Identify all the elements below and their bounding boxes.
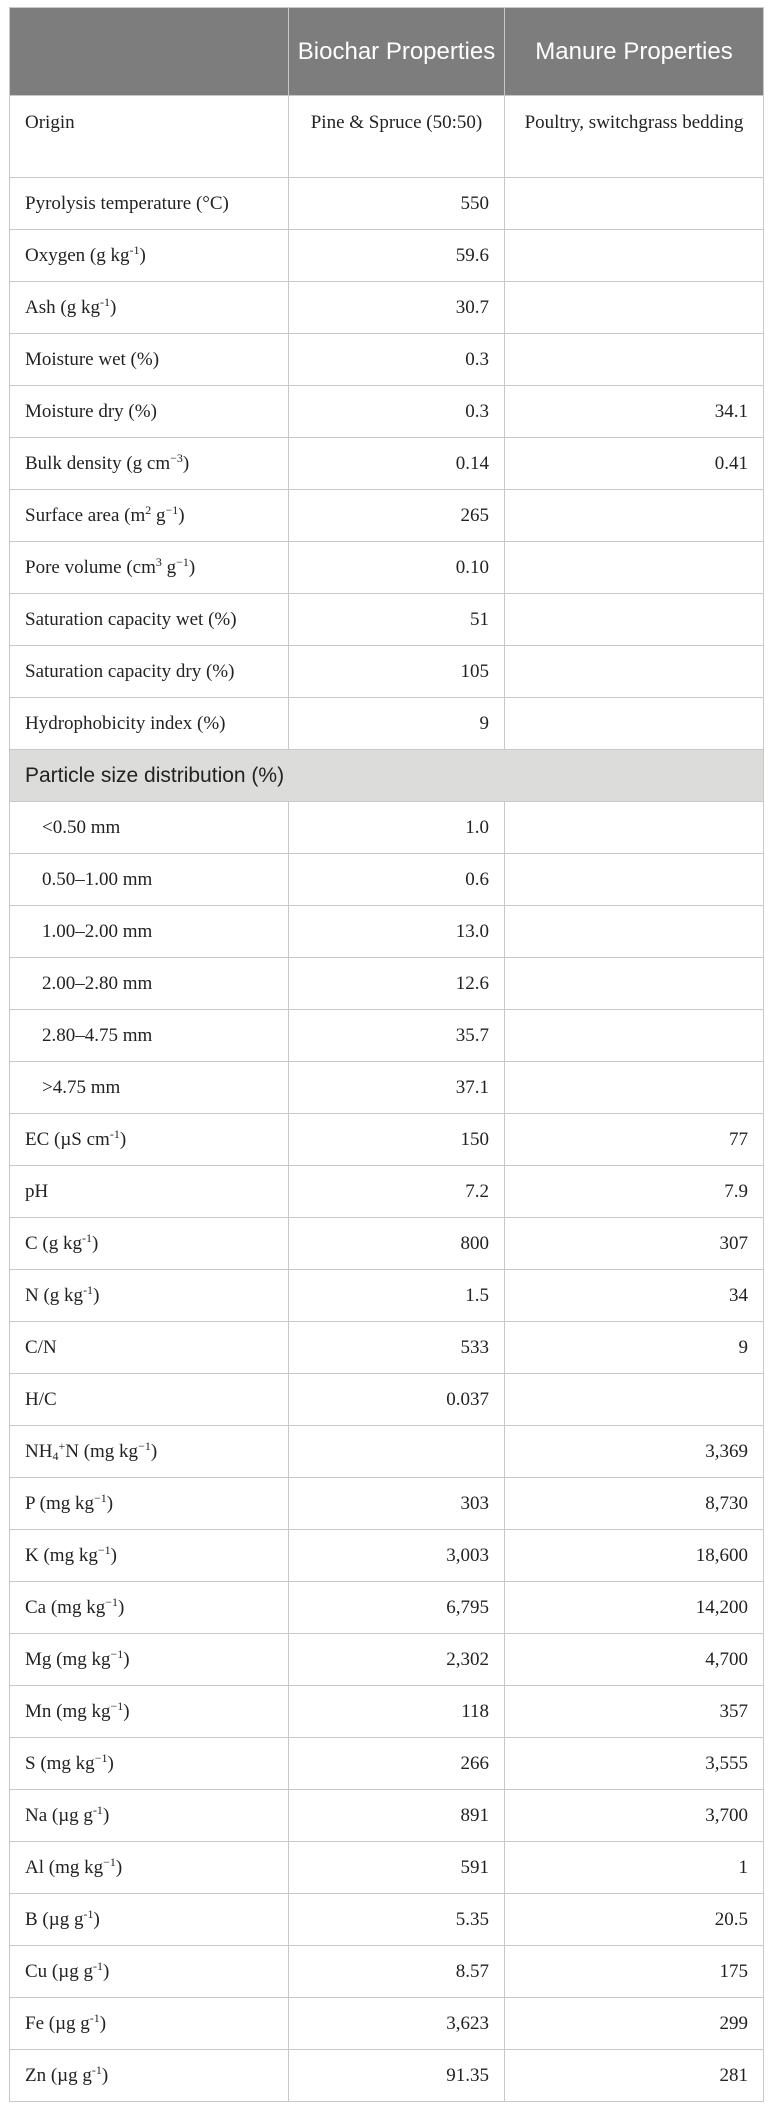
table-row (10, 1322, 764, 1374)
row-label: Ash (g $kg^{-1}$) (10, 282, 289, 334)
row-biochar: 59.6 (289, 230, 505, 282)
row-biochar: 30.7 (289, 282, 505, 334)
row-biochar: 0.037 (289, 1374, 505, 1426)
table-row (10, 1686, 764, 1738)
row-label: Mg (mg $kg^{-1}$) (10, 1634, 289, 1686)
table-row (10, 1842, 764, 1894)
table-row (10, 1166, 764, 1218)
table-row (10, 1582, 764, 1634)
row-label: Moisture dry (%) (10, 386, 289, 438)
row-manure (505, 958, 764, 1010)
row-biochar: 3,003 (289, 1530, 505, 1582)
row-biochar: 9 (289, 698, 505, 750)
table-row (10, 438, 764, 490)
row-manure: 3,369 (505, 1426, 764, 1478)
row-biochar: 550 (289, 178, 505, 230)
row-biochar: 105 (289, 646, 505, 698)
row-biochar: 0.3 (289, 334, 505, 386)
row-biochar: 118 (289, 1686, 505, 1738)
row-manure: 4,700 (505, 1634, 764, 1686)
row-label: Zn (µg $g^{-1}$) (10, 2050, 289, 2102)
row-label: Ca (mg $kg^{-1}$) (10, 1582, 289, 1634)
row-biochar: 891 (289, 1790, 505, 1842)
table-row (10, 906, 764, 958)
row-label: <0.50 mm (10, 802, 289, 854)
table-row (10, 594, 764, 646)
origin-label: Origin (10, 96, 289, 178)
row-label: B (µg $g^{-1}$) (10, 1894, 289, 1946)
origin-manure: Poultry, switchgrass bedding (505, 96, 764, 178)
header-biochar: Biochar Properties (289, 8, 505, 96)
row-manure (505, 490, 764, 542)
row-label: >4.75 mm (10, 1062, 289, 1114)
table-row (10, 1738, 764, 1790)
row-label: Surface area ($m^2$ $g^{-1}$) (10, 490, 289, 542)
row-label: C/N (10, 1322, 289, 1374)
origin-row (10, 96, 764, 178)
section-row (10, 750, 764, 802)
table-row (10, 1374, 764, 1426)
row-manure: 18,600 (505, 1530, 764, 1582)
row-biochar: 37.1 (289, 1062, 505, 1114)
row-label: N (g $kg^{-1}$) (10, 1270, 289, 1322)
row-label: Pore volume ($cm^3$ $g^{-1}$) (10, 542, 289, 594)
table-row (10, 178, 764, 230)
row-biochar: 800 (289, 1218, 505, 1270)
row-label: Mn (mg $kg^{-1}$) (10, 1686, 289, 1738)
row-manure: 0.41 (505, 438, 764, 490)
row-label: C (g $kg^{-1}$) (10, 1218, 289, 1270)
row-manure (505, 802, 764, 854)
row-manure (505, 542, 764, 594)
row-biochar: 12.6 (289, 958, 505, 1010)
table-row (10, 1634, 764, 1686)
row-label: Fe (µg $g^{-1}$) (10, 1998, 289, 2050)
table-row (10, 1426, 764, 1478)
table-row (10, 802, 764, 854)
row-label: Al (mg $kg^{-1}$) (10, 1842, 289, 1894)
row-manure (505, 230, 764, 282)
header-row (10, 8, 764, 96)
row-manure: 1 (505, 1842, 764, 1894)
row-biochar: 7.2 (289, 1166, 505, 1218)
row-manure: 3,700 (505, 1790, 764, 1842)
row-manure (505, 1374, 764, 1426)
row-biochar: 6,795 (289, 1582, 505, 1634)
table-row (10, 646, 764, 698)
row-manure (505, 698, 764, 750)
row-label: 1.00–2.00 mm (10, 906, 289, 958)
table-row (10, 490, 764, 542)
row-label: pH (10, 1166, 289, 1218)
row-label: Oxygen (g $kg^{-1}$) (10, 230, 289, 282)
row-biochar: 35.7 (289, 1010, 505, 1062)
properties-table (9, 7, 764, 2102)
row-biochar: 3,623 (289, 1998, 505, 2050)
row-label: Cu (µg $g^{-1}$) (10, 1946, 289, 1998)
origin-biochar: Pine & Spruce (50:50) (289, 96, 505, 178)
row-label: EC (µS $cm^{-1}$) (10, 1114, 289, 1166)
row-manure: 9 (505, 1322, 764, 1374)
table-row (10, 854, 764, 906)
row-biochar (289, 1426, 505, 1478)
row-label: 2.00–2.80 mm (10, 958, 289, 1010)
table-row (10, 1946, 764, 1998)
row-manure (505, 1010, 764, 1062)
row-manure: 77 (505, 1114, 764, 1166)
table-row (10, 1010, 764, 1062)
row-label: $NH_4^+N$ (mg $kg^{-1}$) (10, 1426, 289, 1478)
table-row (10, 1998, 764, 2050)
table-row (10, 282, 764, 334)
row-manure: 34.1 (505, 386, 764, 438)
row-biochar: 13.0 (289, 906, 505, 958)
table-row (10, 1114, 764, 1166)
row-biochar: 0.14 (289, 438, 505, 490)
table-row (10, 1270, 764, 1322)
row-manure (505, 646, 764, 698)
row-manure: 357 (505, 1686, 764, 1738)
table-row (10, 1218, 764, 1270)
table-row (10, 334, 764, 386)
table-row (10, 698, 764, 750)
row-manure (505, 906, 764, 958)
row-biochar: 0.10 (289, 542, 505, 594)
table-row (10, 230, 764, 282)
table-row (10, 958, 764, 1010)
table-row (10, 386, 764, 438)
row-biochar: 8.57 (289, 1946, 505, 1998)
table-row (10, 1062, 764, 1114)
row-biochar: 91.35 (289, 2050, 505, 2102)
row-manure: 7.9 (505, 1166, 764, 1218)
section-title: Particle size distribution (%) (10, 750, 764, 802)
row-label: S (mg $kg^{-1}$) (10, 1738, 289, 1790)
table-row (10, 1530, 764, 1582)
table-row (10, 2050, 764, 2102)
table-row (10, 1790, 764, 1842)
row-biochar: 1.0 (289, 802, 505, 854)
row-biochar: 0.6 (289, 854, 505, 906)
row-label: K (mg $kg^{-1}$) (10, 1530, 289, 1582)
row-biochar: 2,302 (289, 1634, 505, 1686)
table-row (10, 1478, 764, 1530)
row-biochar: 533 (289, 1322, 505, 1374)
row-biochar: 5.35 (289, 1894, 505, 1946)
row-biochar: 51 (289, 594, 505, 646)
row-manure (505, 282, 764, 334)
row-manure: 307 (505, 1218, 764, 1270)
row-manure: 8,730 (505, 1478, 764, 1530)
row-label: Na (µg $g^{-1}$) (10, 1790, 289, 1842)
row-biochar: 266 (289, 1738, 505, 1790)
row-manure (505, 1062, 764, 1114)
table-row (10, 542, 764, 594)
row-label: Moisture wet (%) (10, 334, 289, 386)
row-biochar: 591 (289, 1842, 505, 1894)
row-biochar: 303 (289, 1478, 505, 1530)
row-manure (505, 594, 764, 646)
table-row (10, 1894, 764, 1946)
row-manure: 34 (505, 1270, 764, 1322)
row-manure: 14,200 (505, 1582, 764, 1634)
row-manure: 299 (505, 1998, 764, 2050)
row-label: Hydrophobicity index (%) (10, 698, 289, 750)
row-label: H/C (10, 1374, 289, 1426)
row-manure: 281 (505, 2050, 764, 2102)
row-biochar: 150 (289, 1114, 505, 1166)
row-manure: 175 (505, 1946, 764, 1998)
row-manure (505, 854, 764, 906)
row-manure (505, 334, 764, 386)
row-biochar: 265 (289, 490, 505, 542)
row-label: Saturation capacity wet (%) (10, 594, 289, 646)
row-label: 2.80–4.75 mm (10, 1010, 289, 1062)
row-biochar: 1.5 (289, 1270, 505, 1322)
row-label: Bulk density (g $cm^{-3}$) (10, 438, 289, 490)
header-blank (10, 8, 289, 96)
row-manure: 3,555 (505, 1738, 764, 1790)
row-label: Pyrolysis temperature (°C) (10, 178, 289, 230)
row-biochar: 0.3 (289, 386, 505, 438)
header-manure: Manure Properties (505, 8, 764, 96)
row-label: P (mg $kg^{-1}$) (10, 1478, 289, 1530)
row-label: Saturation capacity dry (%) (10, 646, 289, 698)
row-label: 0.50–1.00 mm (10, 854, 289, 906)
row-manure: 20.5 (505, 1894, 764, 1946)
row-manure (505, 178, 764, 230)
